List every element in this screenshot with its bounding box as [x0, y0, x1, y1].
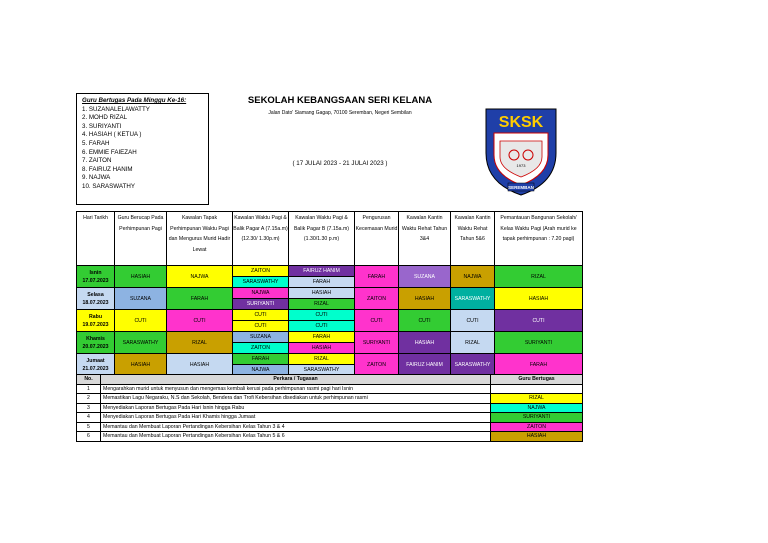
canteen-34-cell: SUZANA [399, 266, 451, 288]
task-number: 1 [77, 384, 101, 394]
task-description: Menyediakan Laporan Bertugas Pada Hari Isnin hingga Rabu [101, 403, 491, 413]
task-teacher: NAJWA [491, 403, 583, 413]
teacher-item: 6. EMMIE FAIEZAH [82, 148, 137, 156]
assembly-cell: NAJWA [167, 266, 233, 288]
teacher-item: 9. NAJWA [82, 174, 111, 182]
speaker-cell: CUTI [115, 310, 167, 332]
gate-b-cell: HASIAH [289, 343, 355, 354]
task-row [77, 403, 583, 413]
teacher-item: 10. SARASWATHY [82, 182, 135, 190]
task-number: 4 [77, 413, 101, 423]
emergency-cell: ZAITON [355, 354, 399, 376]
task-description: Memastikan Lagu Negaraku, N.S dan Sekolah, Bendera dan Trofi Kebersihan disediakan untuk perhimpunan rasmi [101, 394, 491, 404]
assembly-cell: CUTI [167, 310, 233, 332]
day-name: Isnin [89, 269, 102, 276]
gate-a-cell: SUZANA [233, 332, 289, 343]
header-emergency: Pengurusan Kecemasan Murid [355, 212, 399, 266]
gate-b-cell: SARASWATHY [289, 365, 355, 376]
teacher-item: 2. MOHD RIZAL [82, 114, 128, 122]
day-name: Selasa [87, 291, 104, 298]
schedule-header-row [77, 212, 583, 266]
gate-b-cell: RIZAL [289, 354, 355, 365]
tasks-header-task: Perkara / Tugasan [101, 375, 491, 385]
header-assembly: Kawalan Tapak Perhimpunan Waktu Pagi dan Mengurus Murid Hadir Lewat [167, 212, 233, 266]
header-gate-b: Kawalan Waktu Pagi & Balik Pagar B (7.15a.m) (1.30/1.30 p.m) [289, 212, 355, 266]
day-cell [77, 332, 115, 354]
task-teacher: ZAITON [491, 422, 583, 432]
teacher-item: 4. HASIAH ( KETUA ) [82, 131, 142, 139]
task-description: Memantau dan Membuat Laporan Pertandingan Kebersihan Kelas Tahun 3 & 4 [101, 422, 491, 432]
schedule-row [77, 332, 583, 343]
day-cell [77, 266, 115, 288]
gate-b-cell: CUTI [289, 321, 355, 332]
week-dates: ( 17 JULAI 2023 - 21 JULAI 2023 ) [292, 160, 388, 167]
canteen-34-cell: HASIAH [399, 332, 451, 354]
canteen-56-cell: RIZAL [451, 332, 495, 354]
day-cell [77, 288, 115, 310]
schedule-row [77, 288, 583, 299]
day-date: 19.07.2023 [82, 321, 109, 328]
canteen-56-cell: SARASWATHY [451, 288, 495, 310]
day-name: Khamis [86, 335, 105, 342]
building-cell: CUTI [495, 310, 583, 332]
task-number: 6 [77, 432, 101, 442]
school-crest-logo [480, 103, 562, 197]
gate-a-cell: CUTI [233, 321, 289, 332]
duty-teachers-box [76, 93, 209, 205]
schedule-row [77, 310, 583, 321]
task-teacher [491, 384, 583, 394]
logo-banner: SEREMBAN [508, 185, 534, 190]
canteen-56-cell: SARASWATHY [451, 354, 495, 376]
logo-year: 1973 [516, 163, 526, 168]
assembly-cell: HASIAH [167, 354, 233, 376]
school-address: Jalan Dato' Siamang Gagap, 70100 Seremban, Negeri Sembilan [268, 110, 412, 116]
canteen-34-cell: FAIRUZ HANIM [399, 354, 451, 376]
task-number: 3 [77, 403, 101, 413]
emergency-cell: ZAITON [355, 288, 399, 310]
emergency-cell: FARAH [355, 266, 399, 288]
teacher-item: 3. SURIYANTI [82, 122, 122, 130]
building-cell: SURIYANTI [495, 332, 583, 354]
duty-schedule-table [76, 211, 583, 376]
teacher-item: 1. SUZANALELAWATTY [82, 105, 150, 113]
gate-a-cell: SARASWATHY [233, 277, 289, 288]
schedule-row [77, 266, 583, 277]
tasks-header-row [77, 375, 583, 385]
header-building: Pemantauan Bangunan Sekolah/ Kelas Waktu Pagi (Arah murid ke tapak perhimpunan : 7.20 pagi) [495, 212, 583, 266]
speaker-cell: SUZANA [115, 288, 167, 310]
gate-a-cell: FARAH [233, 354, 289, 365]
building-cell: FARAH [495, 354, 583, 376]
task-description: Menyediakan Laporan Bertugas Pada Hari Khamis hingga Jumaat [101, 413, 491, 423]
header-speaker: Guru Berucap Pada Perhimpunan Pagi [115, 212, 167, 266]
day-date: 17.07.2023 [82, 277, 109, 284]
header-gate-a: Kawalan Waktu Pagi & Balik Pagar A (7.15a.m) (12.30/ 1.30p.m) [233, 212, 289, 266]
gate-a-cell: NAJWA [233, 365, 289, 376]
task-description: Mengarahkan murid untuk menyusun dan mengemas kembali kerusi pada perhimpunan rasmi pagi hari Isnin [101, 384, 491, 394]
task-row [77, 432, 583, 442]
gate-b-cell: FAIRUZ HANIM [289, 266, 355, 277]
teacher-item: 5. FARAH [82, 139, 110, 147]
assembly-cell: FARAH [167, 288, 233, 310]
task-row [77, 384, 583, 394]
duty-heading: Guru Bertugas Pada Minggu Ke-16: [82, 97, 187, 104]
task-row [77, 422, 583, 432]
header-canteen-34: Kawalan Kantin Waktu Rehat Tahun 3&4 [399, 212, 451, 266]
day-date: 20.07.2023 [82, 343, 109, 350]
task-row [77, 394, 583, 404]
day-cell [77, 310, 115, 332]
task-row [77, 413, 583, 423]
school-title: SEKOLAH KEBANGSAAN SERI KELANA [247, 95, 433, 106]
schedule-row [77, 354, 583, 365]
header-canteen-56: Kawalan Kantin Waktu Rehat Tahun 5&6 [451, 212, 495, 266]
header-day: Hari Tarikh [77, 212, 115, 266]
assembly-cell: RIZAL [167, 332, 233, 354]
gate-a-cell: NAJWA [233, 288, 289, 299]
day-cell [77, 354, 115, 376]
canteen-34-cell: HASIAH [399, 288, 451, 310]
canteen-56-cell: NAJWA [451, 266, 495, 288]
day-name: Jumaat [86, 357, 105, 364]
speaker-cell: HASIAH [115, 266, 167, 288]
building-cell: RIZAL [495, 266, 583, 288]
tasks-header-no: No. [77, 375, 101, 385]
gate-b-cell: FARAH [289, 277, 355, 288]
tasks-header-teacher: Guru Bertugas [491, 375, 583, 385]
tasks-table [76, 374, 583, 442]
gate-b-cell: CUTI [289, 310, 355, 321]
emergency-cell: SURIYANTI [355, 332, 399, 354]
gate-a-cell: ZAITON [233, 266, 289, 277]
gate-b-cell: FARAH [289, 332, 355, 343]
task-description: Memantau dan Membuat Laporan Pertandingan Kebersihan Kelas Tahun 5 & 6 [101, 432, 491, 442]
canteen-56-cell: CUTI [451, 310, 495, 332]
gate-a-cell: ZAITON [233, 343, 289, 354]
logo-top-text: SKSK [498, 114, 544, 131]
task-teacher: RIZAL [491, 394, 583, 404]
task-teacher: HASIAH [491, 432, 583, 442]
gate-b-cell: HASIAH [289, 288, 355, 299]
speaker-cell: SARASWATHY [115, 332, 167, 354]
speaker-cell: HASIAH [115, 354, 167, 376]
task-number: 2 [77, 394, 101, 404]
teacher-item: 8. FAIRUZ HANIM [82, 165, 133, 173]
day-date: 18.07.2023 [82, 299, 109, 306]
canteen-34-cell: CUTI [399, 310, 451, 332]
teacher-item: 7. ZAITON [82, 157, 112, 165]
day-name: Rabu [89, 313, 102, 320]
day-date: 21.07.2023 [82, 365, 109, 372]
task-number: 5 [77, 422, 101, 432]
gate-b-cell: RIZAL [289, 299, 355, 310]
building-cell: HASIAH [495, 288, 583, 310]
gate-a-cell: SURIYANTI [233, 299, 289, 310]
emergency-cell: CUTI [355, 310, 399, 332]
task-teacher: SURIYANTI [491, 413, 583, 423]
gate-a-cell: CUTI [233, 310, 289, 321]
